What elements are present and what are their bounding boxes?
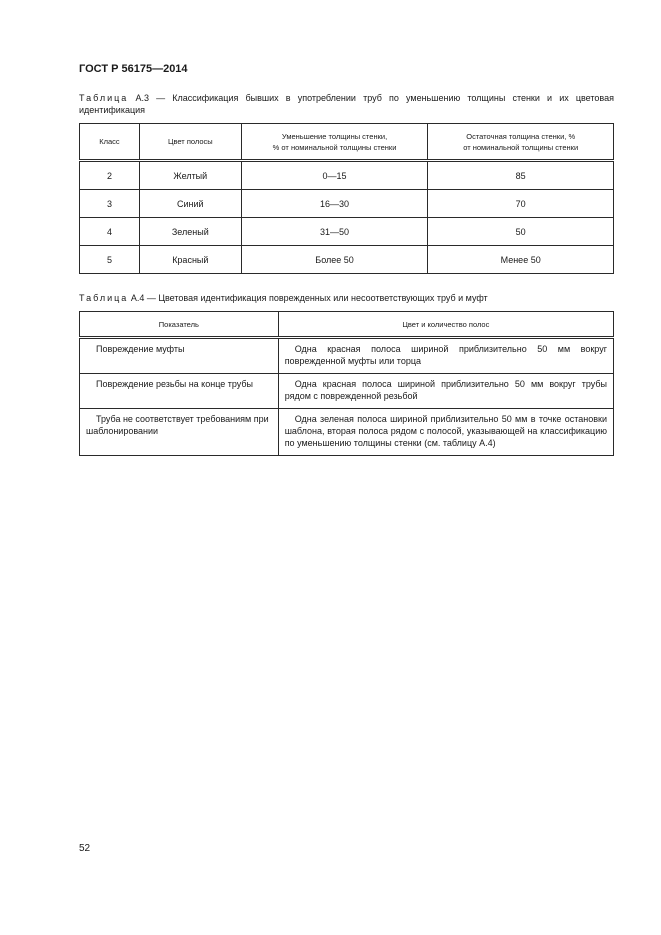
cell-residual: 85: [428, 161, 614, 190]
header-line: от номинальной толщины стенки: [463, 142, 579, 152]
table-row: [80, 246, 614, 274]
cell-indicator: Повреждение резьбы на конце трубы: [80, 374, 279, 409]
table-a3: [79, 123, 614, 274]
cell-color: Синий: [139, 190, 241, 218]
cell-stripes: Одна зеленая полоса шириной приблизительно 50 мм в точке остановки шаблона, вторая полоса рядом с полосой, указывающей на классификацию по уменьшению толщины стенки (см. таблицу А.4): [278, 409, 613, 456]
cell-class: 5: [80, 246, 140, 274]
col-header-indicator: Показатель: [80, 312, 279, 338]
table-label: Таблица: [79, 293, 129, 303]
cell-residual: Менее 50: [428, 246, 614, 274]
table-caption-text: А.3 — Классификация бывших в употреблении труб по уменьшению толщины стенки и их цветовая идентификация: [79, 93, 614, 115]
cell-indicator: Труба не соответствует требованиям при шаблонировании: [80, 409, 279, 456]
cell-indicator: Повреждение муфты: [80, 338, 279, 374]
cell-stripes: Одна красная полоса шириной приблизительно 50 мм вокруг трубы рядом с поврежденной резьбой: [278, 374, 613, 409]
cell-color: Желтый: [139, 161, 241, 190]
table-a4: [79, 311, 614, 456]
cell-reduction: 31—50: [241, 218, 428, 246]
cell-class: 3: [80, 190, 140, 218]
cell-color: Красный: [139, 246, 241, 274]
table-caption-text: А.4 — Цветовая идентификация поврежденных или несоответствующих труб и муфт: [130, 293, 488, 303]
table-row: [80, 374, 614, 409]
table-row: [80, 161, 614, 190]
cell-reduction: 0—15: [241, 161, 428, 190]
col-header-class: Класс: [80, 124, 140, 161]
table-row: [80, 338, 614, 374]
table-row: [80, 190, 614, 218]
cell-residual: 70: [428, 190, 614, 218]
page-number: 52: [79, 843, 91, 854]
table-a4-caption: [79, 292, 614, 304]
cell-residual: 50: [428, 218, 614, 246]
cell-stripes: Одна красная полоса шириной приблизительно 50 мм вокруг поврежденной муфты или торца: [278, 338, 613, 374]
header-line: Остаточная толщина стенки, %: [466, 131, 576, 141]
cell-reduction: 16—30: [241, 190, 428, 218]
col-header-reduction: [241, 124, 428, 161]
cell-class: 4: [80, 218, 140, 246]
cell-class: 2: [80, 161, 140, 190]
col-header-color: Цвет полосы: [139, 124, 241, 161]
cell-color: Зеленый: [139, 218, 241, 246]
table-row: [80, 409, 614, 456]
col-header-stripes: Цвет и количество полос: [278, 312, 613, 338]
table-a3-caption: [79, 92, 614, 116]
cell-reduction: Более 50: [241, 246, 428, 274]
header-line: % от номинальной толщины стенки: [272, 142, 397, 152]
table-row: [80, 218, 614, 246]
table-label: Таблица: [79, 93, 129, 103]
header-line: Уменьшение толщины стенки,: [281, 131, 388, 141]
col-header-residual: [428, 124, 614, 161]
document-header: ГОСТ Р 56175—2014: [79, 63, 188, 75]
